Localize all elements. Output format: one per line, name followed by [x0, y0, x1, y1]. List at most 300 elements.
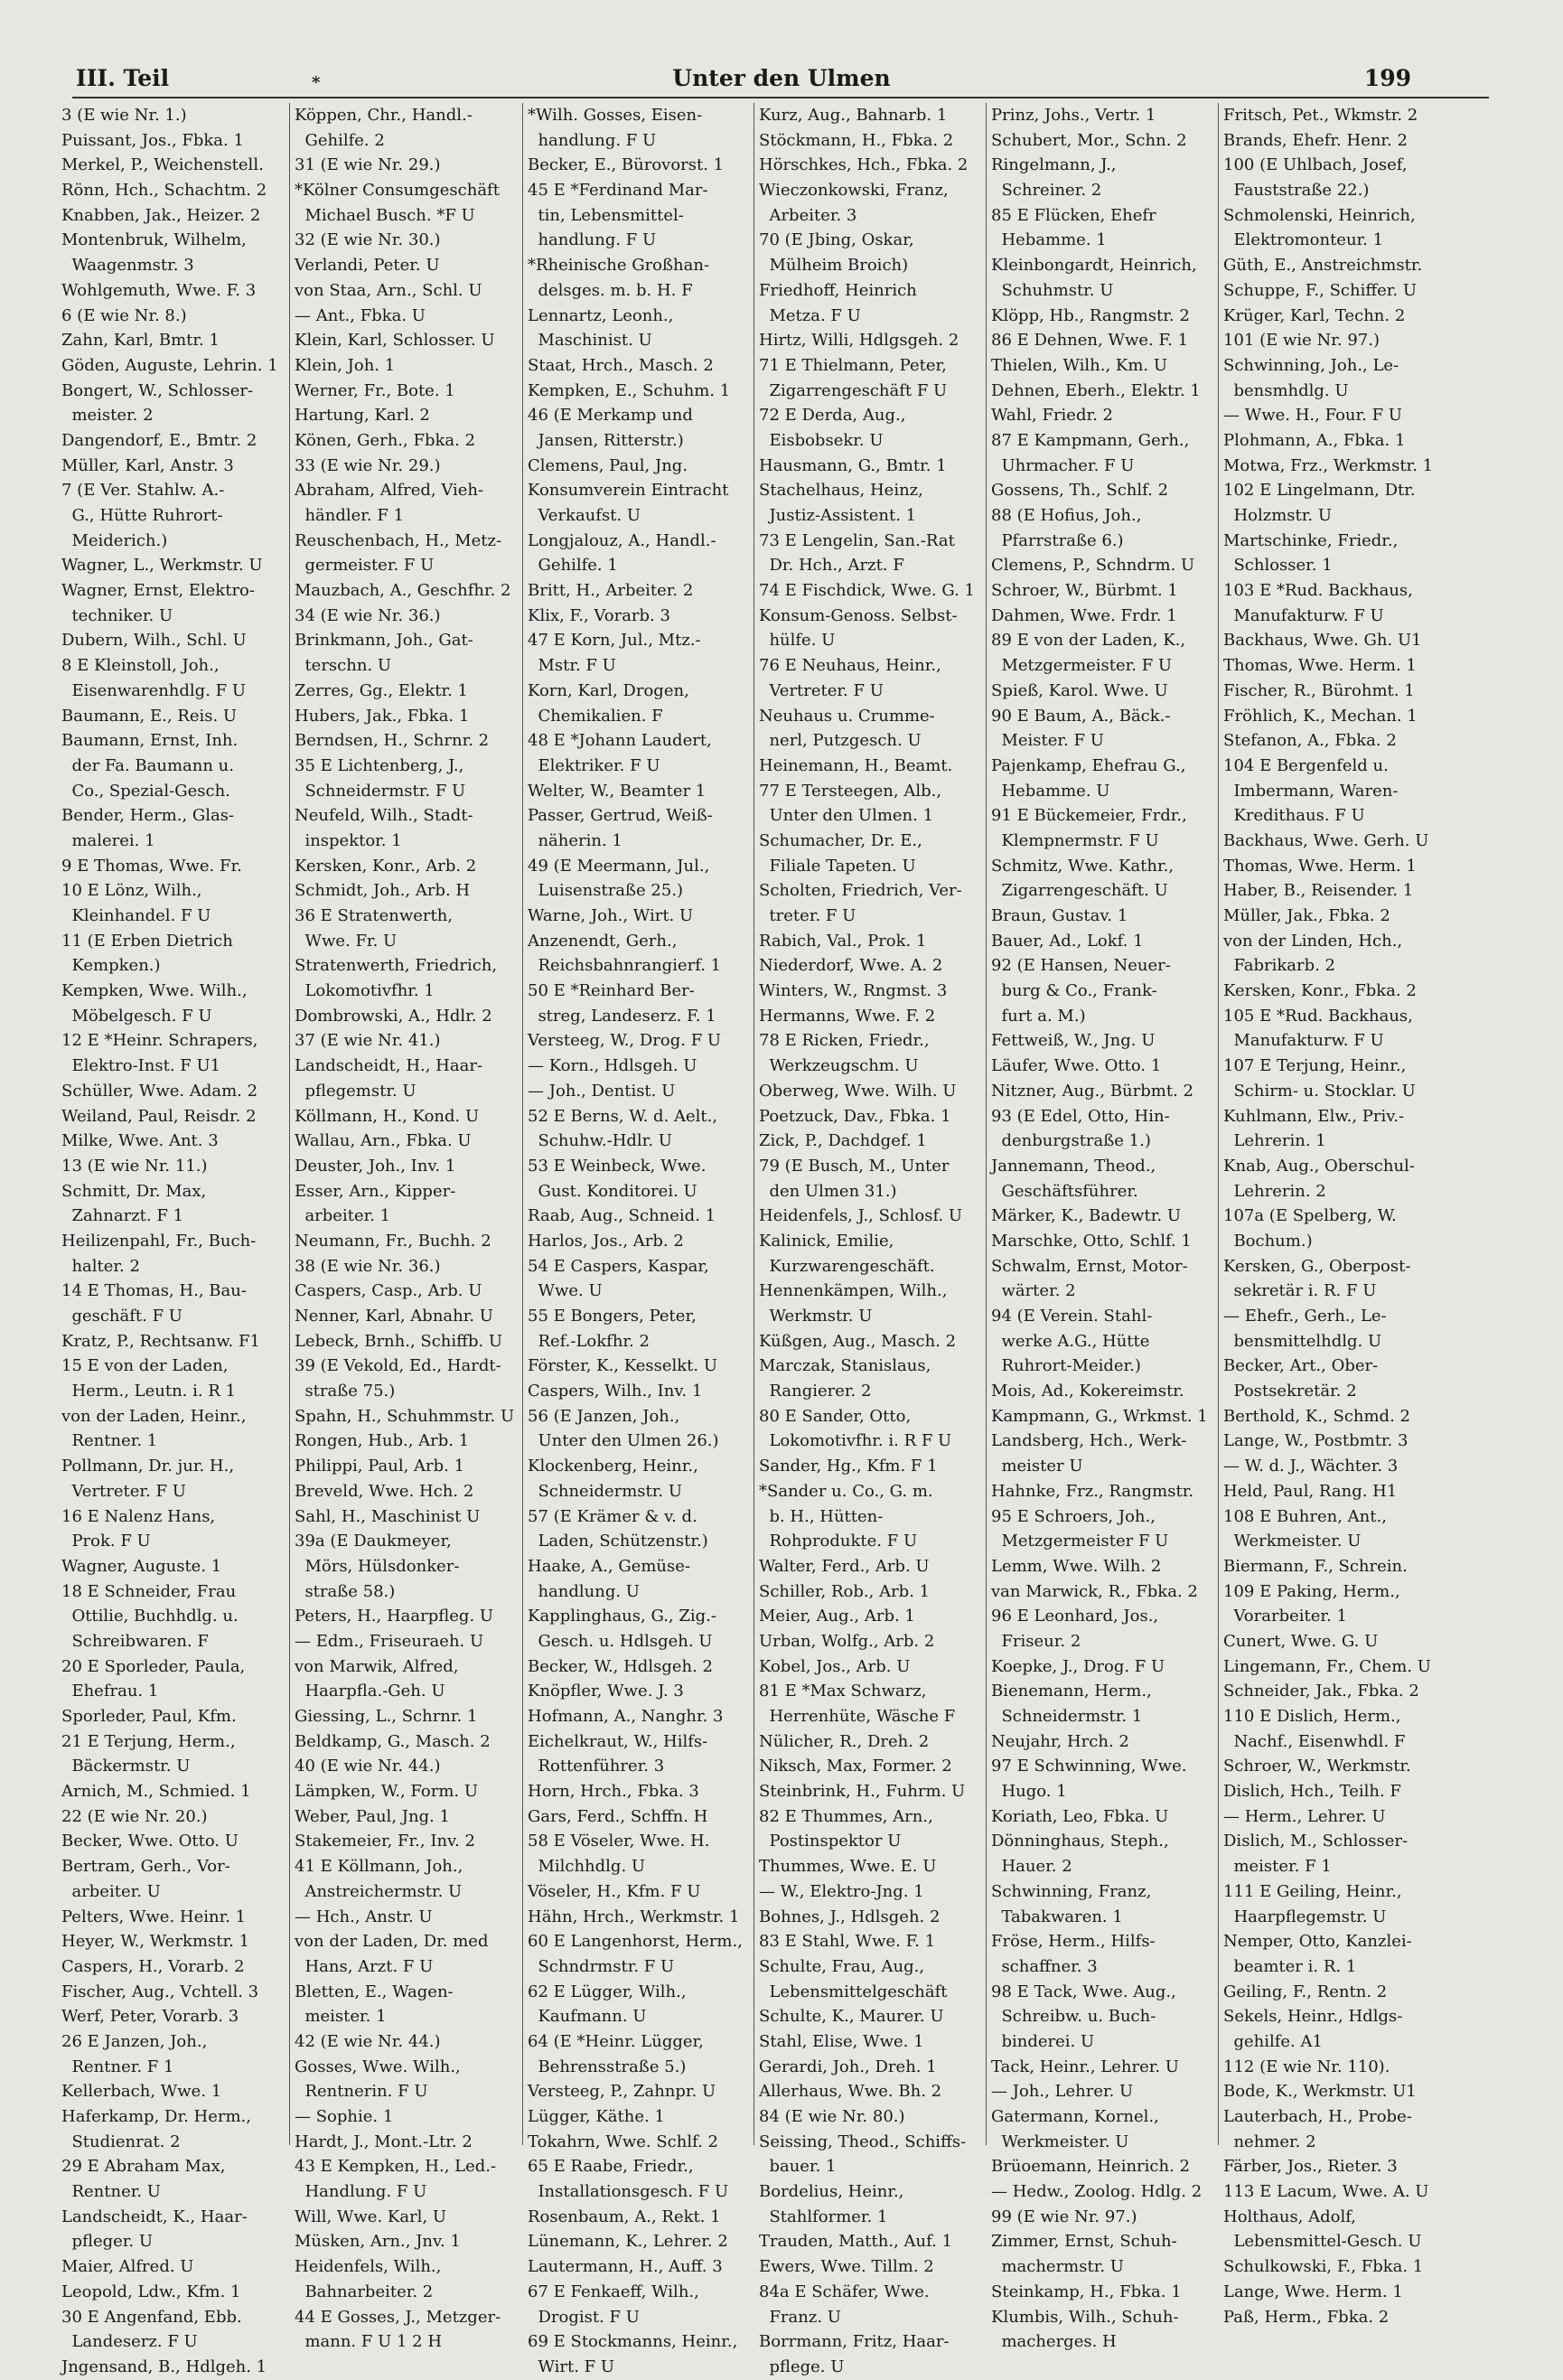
directory-entry-line: Sander, Hg., Kfm. F 1 — [759, 1457, 938, 1476]
directory-entry-line: Schulte, K., Maurer. U — [759, 2007, 944, 2027]
directory-entry-line: Bienemann, Herm., — [991, 1682, 1152, 1701]
directory-entry-line: Mülheim Broich) — [759, 256, 909, 276]
directory-entry-line: 8 E Kleinstoll, Joh., — [61, 656, 220, 676]
directory-entry-line: Fischer, Aug., Vchtell. 3 — [61, 1982, 259, 2001]
directory-entry-line: Haferkamp, Dr. Herm., — [61, 2107, 251, 2126]
directory-entry-line: Fröse, Herm., Hilfs- — [991, 1932, 1156, 1952]
directory-entry-line: 98 E Tack, Wwe. Aug., — [991, 1982, 1176, 2001]
directory-entry-line: 35 E Lichtenberg, J., — [295, 755, 464, 775]
directory-entry-line: Lange, W., Postbmtr. 3 — [1223, 1431, 1409, 1451]
directory-entry-line: Schuhw.-Hdlr. U — [528, 1131, 672, 1151]
directory-entry-line: pflege. U — [759, 2357, 845, 2376]
directory-entry-line: van Marwick, R., Fbka. 2 — [991, 1581, 1198, 1601]
directory-entry-line: Kobel, Jos., Arb. U — [759, 1656, 911, 1676]
directory-entry-line: Metzgermeister. F U — [991, 656, 1173, 676]
directory-entry-line: handlung. U — [528, 1581, 640, 1601]
directory-entry-line: Manufakturw. F U — [1223, 605, 1384, 625]
directory-entry-line: Hubers, Jak., Fbka. 1 — [295, 706, 470, 726]
directory-entry-line: Kellerbach, Wwe. 1 — [61, 2082, 222, 2102]
directory-entry-line: Könen, Gerh., Fbka. 2 — [295, 430, 476, 450]
directory-entry-line: Neujahr, Hrch. 2 — [991, 1731, 1129, 1751]
directory-entry-line: Nitzner, Aug., Bürbmt. 2 — [991, 1081, 1193, 1101]
directory-entry-line: Nachf., Eisenwhdl. F — [1223, 1731, 1406, 1751]
directory-entry-line: Hartung, Karl. 2 — [295, 406, 430, 426]
directory-entry-line: Klix, F., Vorarb. 3 — [528, 605, 670, 625]
directory-entry-line: Lünemann, K., Lehrer. 2 — [528, 2232, 728, 2252]
directory-entry-line: 107 E Terjung, Heinr., — [1223, 1056, 1407, 1076]
directory-entry-line: Horn, Hrch., Fbka. 3 — [528, 1782, 699, 1802]
directory-entry-line: 15 E von der Laden, — [61, 1356, 229, 1376]
column-3 — [522, 103, 754, 2376]
directory-entry-line: 36 E Stratenwerth, — [295, 906, 454, 925]
directory-entry-line: Becker, Wwe. Otto. U — [61, 1832, 239, 1851]
directory-entry-line: Bender, Herm., Glas- — [61, 806, 235, 826]
directory-entry-line: Landeserz. F U — [61, 2332, 198, 2352]
directory-entry-line: Britt, H., Arbeiter. 2 — [528, 581, 694, 601]
directory-entry-line: Hofmann, A., Nanghr. 3 — [528, 1707, 724, 1726]
directory-entry-line: Schmitz, Wwe. Kathr., — [991, 856, 1175, 876]
directory-entry-line: Elektro-Inst. F U1 — [61, 1056, 221, 1076]
directory-entry-line: Bordelius, Heinr., — [759, 2182, 904, 2202]
directory-entry-line: 69 E Stockmanns, Heinr., — [528, 2332, 738, 2352]
directory-entry-line: Winters, W., Rngmst. 3 — [759, 981, 948, 1001]
directory-entry-line: halter. 2 — [61, 1256, 140, 1276]
directory-entry-line: Niksch, Max, Former. 2 — [759, 1757, 952, 1776]
directory-entry-line: Lange, Wwe. Herm. 1 — [1223, 2282, 1403, 2301]
directory-entry-line: Schwinning, Joh., Le- — [1223, 355, 1399, 375]
directory-entry-line: Baumann, E., Reis. U — [61, 706, 238, 726]
directory-entry-line: Passer, Gertrud, Weiß- — [528, 806, 713, 826]
directory-entry-line: Dahmen, Wwe. Frdr. 1 — [991, 605, 1177, 625]
directory-entry-line: Elektriker. F U — [528, 755, 660, 775]
directory-entry-line: Werkmeister. U — [1223, 1532, 1362, 1551]
directory-entry-line: pfleger. U — [61, 2232, 154, 2252]
directory-entry-line: Klockenberg, Heinr., — [528, 1457, 698, 1476]
directory-entry-line: Behrensstraße 5.) — [528, 2057, 687, 2076]
directory-entry-line: Eichelkraut, W., Hilfs- — [528, 1731, 708, 1751]
directory-entry-line: Lauterbach, H., Probe- — [1223, 2107, 1412, 2126]
directory-entry-line: Werkzeugschm. U — [759, 1056, 919, 1076]
directory-entry-line: Thielen, Wilh., Km. U — [991, 355, 1168, 375]
directory-entry-line: Werkmeister. U — [991, 2132, 1129, 2151]
directory-entry-line: Rangierer. 2 — [759, 1382, 872, 1401]
directory-entry-line: Vertreter. F U — [61, 1481, 186, 1501]
directory-entry-line: 108 E Buhren, Ant., — [1223, 1506, 1387, 1526]
directory-entry-line: Kleinhandel. F U — [61, 906, 211, 925]
directory-entry-line: Schüller, Wwe. Adam. 2 — [61, 1081, 258, 1101]
directory-entry-line: 12 E *Heinr. Schrapers, — [61, 1031, 258, 1051]
directory-entry-line: 47 E Korn, Jul., Mtz.- — [528, 631, 701, 651]
directory-entry-line: Jansen, Ritterstr.) — [528, 430, 684, 450]
directory-entry-line: handlung. F U — [528, 130, 657, 150]
directory-entry-line: 20 E Sporleder, Paula, — [61, 1656, 246, 1676]
directory-entry-line: Eisbobsekr. U — [759, 430, 884, 450]
directory-entry-line: Dislich, M., Schlosser- — [1223, 1832, 1409, 1851]
directory-entry-line: Pollmann, Dr. jur. H., — [61, 1457, 235, 1476]
directory-entry-line: Versteeg, W., Drog. F U — [528, 1031, 722, 1051]
directory-entry-line: Brinkmann, Joh., Gat- — [295, 631, 473, 651]
directory-entry-line: 65 E Raabe, Friedr., — [528, 2157, 694, 2177]
directory-entry-line: Stöckmann, H., Fbka. 2 — [759, 130, 954, 150]
directory-entry-line: Breveld, Wwe. Hch. 2 — [295, 1481, 474, 1501]
directory-entry-line: Heidenfels, J., Schlosf. U — [759, 1206, 963, 1226]
directory-entry-line: 26 E Janzen, Joh., — [61, 2031, 208, 2051]
directory-entry-line: Fritsch, Pet., Wkmstr. 2 — [1223, 106, 1418, 125]
street-title: Unter den Ulmen — [672, 65, 891, 91]
column-2 — [289, 103, 523, 2352]
directory-entry-line: Schneidermstr. F U — [295, 781, 466, 801]
directory-entry-line: mann. F U 1 2 H — [295, 2332, 443, 2352]
directory-entry-line: Schiller, Rob., Arb. 1 — [759, 1581, 931, 1601]
directory-entry-line: Landsberg, Hch., Werk- — [991, 1431, 1187, 1451]
directory-entry-line: Möbelgesch. F U — [61, 1006, 212, 1026]
directory-entry-line: Schumacher, Dr. E., — [759, 830, 922, 850]
directory-entry-line: Urban, Wolfg., Arb. 2 — [759, 1631, 935, 1651]
directory-entry-line: Lehrerin. 2 — [1223, 1181, 1326, 1201]
directory-entry-line: meister. F 1 — [1223, 1857, 1332, 1877]
directory-entry-line: Dislich, Hch., Teilh. F — [1223, 1782, 1401, 1802]
directory-entry-line: Lokomotivfhr. i. R F U — [759, 1431, 952, 1451]
directory-entry-line: Nülicher, R., Dreh. 2 — [759, 1731, 930, 1751]
directory-entry-line: Müller, Karl, Anstr. 3 — [61, 455, 234, 475]
directory-entry-line: Steinkamp, H., Fbka. 1 — [991, 2282, 1182, 2301]
directory-entry-line: Klumbis, Wilh., Schuh- — [991, 2307, 1179, 2327]
directory-entry-line: Rentner. F 1 — [61, 2057, 174, 2076]
directory-entry-line: Schuhmstr. U — [991, 280, 1114, 300]
directory-entry-line: macherges. H — [991, 2332, 1117, 2352]
directory-entry-line: Wallau, Arn., Fbka. U — [295, 1131, 472, 1151]
directory-entry-line: treter. F U — [759, 906, 856, 925]
directory-entry-line: Clemens, Paul, Jng. — [528, 455, 688, 475]
directory-entry-line: Ref.-Lokfhr. 2 — [528, 1331, 650, 1351]
directory-entry-line: Brands, Ehefr. Henr. 2 — [1223, 130, 1408, 150]
directory-entry-line: 67 E Fenkaeff, Wilh., — [528, 2282, 699, 2301]
directory-entry-line: Bertram, Gerh., Vor- — [61, 1857, 230, 1877]
directory-entry-line: Giessing, L., Schrnr. 1 — [295, 1707, 478, 1726]
directory-entry-line: Jannemann, Theod., — [991, 1156, 1156, 1176]
directory-entry-line: Caspers, Wilh., Inv. 1 — [528, 1382, 703, 1401]
directory-entry-line: Thummes, Wwe. E. U — [759, 1857, 937, 1877]
directory-entry-line: von Marwik, Alfred, — [295, 1656, 459, 1676]
directory-entry-line: 18 E Schneider, Frau — [61, 1581, 237, 1601]
directory-entry-line: furt a. M.) — [991, 1006, 1086, 1026]
directory-entry-line: Zigarrengeschäft F U — [759, 380, 948, 400]
directory-entry-line: 56 (E Janzen, Joh., — [528, 1406, 680, 1426]
directory-entry-line: 49 (E Meermann, Jul., — [528, 856, 710, 876]
directory-entry-line: Co., Spezial-Gesch. — [61, 781, 230, 801]
directory-entry-line: Backhaus, Wwe. Gh. U1 — [1223, 631, 1422, 651]
directory-entry-line: Berndsen, H., Schrnr. 2 — [295, 731, 490, 751]
directory-entry-line: straße 75.) — [295, 1382, 396, 1401]
directory-entry-line: Warne, Joh., Wirt. U — [528, 906, 694, 925]
directory-entry-line: — W. d. J., Wächter. 3 — [1223, 1457, 1399, 1476]
directory-entry-line: Beldkamp, G., Masch. 2 — [295, 1731, 491, 1751]
directory-entry-line: 71 E Thielmann, Peter, — [759, 355, 947, 375]
directory-entry-line: Anstreichermstr. U — [295, 1881, 463, 1901]
directory-entry-line: 83 E Stahl, Wwe. F. 1 — [759, 1932, 936, 1952]
directory-entry-line: — Joh., Lehrer. U — [991, 2082, 1134, 2102]
directory-entry-line: Sekels, Heinr., Hdlgs- — [1223, 2007, 1403, 2027]
directory-entry-line: Köppen, Chr., Handl.- — [295, 106, 473, 125]
directory-entry-line: Versteeg, P., Zahnpr. U — [528, 2082, 716, 2102]
directory-entry-line: Nemper, Otto, Kanzlei- — [1223, 1932, 1412, 1952]
directory-entry-line: Gehilfe. 2 — [295, 130, 385, 150]
directory-entry-line: Bohnes, J., Hdlsgeh. 2 — [759, 1907, 941, 1926]
directory-entry-line: Kurz, Aug., Bahnarb. 1 — [759, 106, 948, 125]
directory-entry-line: 32 (E wie Nr. 30.) — [295, 230, 441, 250]
directory-entry-line: Hebamme. 1 — [991, 230, 1107, 250]
directory-entry-line: bensmittelhdlg. U — [1223, 1331, 1382, 1351]
directory-entry-line: Werner, Fr., Bote. 1 — [295, 380, 455, 400]
directory-entry-line: 87 E Kampmann, Gerh., — [991, 430, 1190, 450]
directory-entry-line: 72 E Derda, Aug., — [759, 406, 906, 426]
directory-entry-line: Cunert, Wwe. G. U — [1223, 1631, 1379, 1651]
directory-entry-line: Meister. F U — [991, 731, 1104, 751]
directory-entry-line: Bongert, W., Schlosser- — [61, 380, 254, 400]
directory-entry-line: Niederdorf, Wwe. A. 2 — [759, 956, 943, 976]
directory-entry-line: Studienrat. 2 — [61, 2132, 181, 2151]
directory-entry-line: Becker, W., Hdlsgeh. 2 — [528, 1656, 713, 1676]
directory-entry-line: Bode, K., Werkmstr. U1 — [1223, 2082, 1417, 2102]
part-label: III. Teil — [76, 65, 170, 91]
directory-entry-line: Schneidermstr. 1 — [991, 1707, 1143, 1726]
directory-entry-line: Metza. F U — [759, 305, 861, 325]
directory-entry-line: Sporleder, Paul, Kfm. — [61, 1707, 237, 1726]
directory-entry-line: von der Linden, Hch., — [1223, 931, 1403, 951]
directory-entry-line: Weiland, Paul, Reisdr. 2 — [61, 1106, 257, 1126]
directory-entry-line: Eisenwarenhdlg. F U — [61, 680, 247, 700]
directory-entry-line: *Rheinische Großhan- — [528, 256, 710, 276]
directory-entry-line: Schmitt, Dr. Max, — [61, 1181, 207, 1201]
directory-entry-line: Reichsbahnrangierf. 1 — [528, 956, 722, 976]
directory-entry-line: 16 E Nalenz Hans, — [61, 1506, 216, 1526]
directory-entry-line: Becker, E., Bürovorst. 1 — [528, 155, 725, 175]
directory-entry-line: Mörs, Hülsdonker- — [295, 1556, 460, 1576]
directory-entry-line: — Wwe. H., Four. F U — [1223, 406, 1402, 426]
directory-entry-line: Stratenwerth, Friedrich, — [295, 956, 498, 976]
directory-entry-line: Dr. Hch., Arzt. F — [759, 556, 904, 576]
directory-entry-line: *Wilh. Gosses, Eisen- — [528, 106, 703, 125]
directory-entry-line: Lebensmittelgeschäft — [759, 1982, 948, 2001]
directory-entry-line: tin, Lebensmittel- — [528, 205, 684, 225]
directory-entry-line: Werkmstr. U — [759, 1307, 873, 1326]
directory-entry-line: 103 E *Rud. Backhaus, — [1223, 581, 1413, 601]
directory-entry-line: Bahnarbeiter. 2 — [295, 2282, 434, 2301]
column-5 — [986, 103, 1219, 2352]
directory-entry-line: Zigarrengeschäft. U — [991, 881, 1168, 901]
directory-entry-line: Dangendorf, E., Bmtr. 2 — [61, 430, 257, 450]
directory-entry-line: Schuppe, F., Schiffer. U — [1223, 280, 1418, 300]
directory-entry-line: Haarpflegemstr. U — [1223, 1907, 1387, 1926]
directory-entry-line: Sahl, H., Maschinist U — [295, 1506, 481, 1526]
directory-entry-line: Dönninghaus, Steph., — [991, 1832, 1169, 1851]
directory-entry-line: Allerhaus, Wwe. Bh. 2 — [759, 2082, 942, 2102]
directory-entry-line: b. H., Hütten- — [759, 1506, 884, 1526]
directory-entry-line: Marczak, Stanislaus, — [759, 1356, 931, 1376]
directory-entry-line: — Hedw., Zoolog. Hdlg. 2 — [991, 2182, 1203, 2202]
directory-entry-line: Lautermann, H., Auff. 3 — [528, 2257, 723, 2277]
directory-entry-line: Lennartz, Leonh., — [528, 305, 674, 325]
directory-entry-line: Ruhrort-Meider.) — [991, 1356, 1141, 1376]
directory-entry-line: Bletten, E., Wagen- — [295, 1982, 454, 2001]
directory-entry-line: Schreibwaren. F — [61, 1631, 209, 1651]
directory-entry-line: Lokomotivfhr. 1 — [295, 981, 435, 1001]
directory-entry-line: 64 (E *Heinr. Lügger, — [528, 2031, 704, 2051]
directory-entry-line: Kampmann, G., Wrkmst. 1 — [991, 1406, 1208, 1426]
directory-entry-line: Justiz-Assistent. 1 — [759, 506, 917, 525]
directory-entry-line: Klein, Joh. 1 — [295, 355, 396, 375]
directory-entry-line: geschäft. F U — [61, 1307, 183, 1326]
directory-entry-line: — W., Elektro-Jng. 1 — [759, 1881, 924, 1901]
directory-entry-line: 91 E Bückemeier, Frdr., — [991, 806, 1187, 826]
directory-entry-line: Dubern, Wilh., Schl. U — [61, 631, 247, 651]
directory-entry-line: 99 (E wie Nr. 97.) — [991, 2207, 1137, 2226]
directory-entry-line: nerl, Putzgesch. U — [759, 731, 922, 751]
directory-entry-line: Maschinist. U — [528, 331, 652, 351]
directory-entry-line: — Herm., Lehrer. U — [1223, 1806, 1386, 1826]
directory-entry-line: Haake, A., Gemüse- — [528, 1556, 690, 1576]
directory-entry-line: Brüoemann, Heinrich. 2 — [991, 2157, 1190, 2177]
directory-entry-line: terschn. U — [295, 656, 392, 676]
directory-entry-line: Färber, Jos., Rieter. 3 — [1223, 2157, 1398, 2177]
directory-entry-line: Schubert, Mor., Schn. 2 — [991, 130, 1187, 150]
directory-entry-line: Longjalouz, A., Handl.- — [528, 530, 716, 550]
directory-entry-line: Gehilfe. 1 — [528, 556, 618, 576]
directory-entry-line: 54 E Caspers, Kaspar, — [528, 1256, 709, 1276]
directory-entry-line: Geschäftsführer. — [991, 1181, 1138, 1201]
directory-entry-line: Gesch. u. Hdlsgeh. U — [528, 1631, 713, 1651]
directory-entry-line: straße 58.) — [295, 1581, 396, 1601]
directory-entry-line: Thomas, Wwe. Herm. 1 — [1223, 856, 1417, 876]
asterisk-mark: * — [312, 73, 321, 92]
directory-entry-line: 100 (E Uhlbach, Josef, — [1223, 155, 1408, 175]
directory-entry-line: 6 (E wie Nr. 8.) — [61, 305, 187, 325]
directory-entry-line: Martschinke, Friedr., — [1223, 530, 1399, 550]
directory-entry-line: 107a (E Spelberg, W. — [1223, 1206, 1397, 1226]
directory-entry-line: Welter, W., Beamter 1 — [528, 781, 707, 801]
directory-entry-line: 39a (E Daukmeyer, — [295, 1532, 452, 1551]
directory-entry-line: 22 (E wie Nr. 20.) — [61, 1806, 208, 1826]
directory-entry-line: Gars, Ferd., Schffn. H — [528, 1806, 708, 1826]
directory-entry-line: Friedhoff, Heinrich — [759, 280, 917, 300]
directory-entry-line: 62 E Lügger, Wilh., — [528, 1982, 687, 2001]
directory-entry-line: Haber, B., Reisender. 1 — [1223, 881, 1414, 901]
directory-entry-line: Rentnerin. F U — [295, 2082, 428, 2102]
directory-entry-line: 10 E Lönz, Wilh., — [61, 881, 202, 901]
directory-entry-line: Wagner, Ernst, Elektro- — [61, 581, 255, 601]
directory-entry-line: Prinz, Johs., Vertr. 1 — [991, 106, 1156, 125]
directory-entry-line: Fischer, R., Bürohmt. 1 — [1223, 680, 1415, 700]
directory-entry-line: Tabakwaren. 1 — [991, 1907, 1123, 1926]
directory-entry-line: Kersken, Konr., Fbka. 2 — [1223, 981, 1417, 1001]
directory-entry-line: den Ulmen 31.) — [759, 1181, 897, 1201]
directory-entry-line: Kersken, Konr., Arb. 2 — [295, 856, 477, 876]
directory-entry-line: Abraham, Alfred, Vieh- — [295, 481, 484, 501]
directory-entry-line: Pelters, Wwe. Heinr. 1 — [61, 1907, 247, 1926]
directory-entry-line: Bochum.) — [1223, 1231, 1313, 1251]
directory-entry-line: Schndrmstr. F U — [528, 1956, 675, 1976]
directory-entry-line: Zimmer, Ernst, Schuh- — [991, 2232, 1177, 2252]
column-1 — [60, 103, 288, 2376]
directory-entry-line: 82 E Thummes, Arn., — [759, 1806, 933, 1826]
directory-entry-line: 34 (E wie Nr. 36.) — [295, 605, 441, 625]
directory-entry-line: Milchhdlg. U — [528, 1857, 646, 1877]
directory-entry-line: Wagner, Auguste. 1 — [61, 1556, 222, 1576]
directory-entry-line: Anzenendt, Gerh., — [528, 931, 678, 951]
directory-entry-line: Werf, Peter, Vorarb. 3 — [61, 2007, 239, 2027]
directory-entry-line: Kurzwarengeschäft. — [759, 1256, 935, 1276]
directory-entry-line: Clemens, P., Schndrm. U — [991, 556, 1195, 576]
directory-entry-line: Rosenbaum, A., Rekt. 1 — [528, 2207, 721, 2226]
directory-entry-line: Fabrikarb. 2 — [1223, 956, 1335, 976]
directory-entry-line: Staat, Hrch., Masch. 2 — [528, 355, 714, 375]
directory-entry-line: Postsekretär. 2 — [1223, 1382, 1357, 1401]
directory-entry-line: Borrmann, Fritz, Haar- — [759, 2332, 950, 2352]
directory-entry-line: Luisenstraße 25.) — [528, 881, 684, 901]
directory-entry-line: Lämpken, W., Form. U — [295, 1782, 479, 1802]
directory-entry-line: Klein, Karl, Schlosser. U — [295, 331, 495, 351]
directory-entry-line: Neufeld, Wilh., Stadt- — [295, 806, 473, 826]
directory-entry-line: Michael Busch. *F U — [295, 205, 475, 225]
directory-entry-line: Heinemann, H., Beamt. — [759, 755, 953, 775]
directory-entry-line: Stahlformer. 1 — [759, 2207, 888, 2226]
directory-entry-line: 14 E Thomas, H., Bau- — [61, 1281, 247, 1301]
directory-entry-line: schaffner. 3 — [991, 1956, 1098, 1976]
directory-entry-line: Pfarrstraße 6.) — [991, 530, 1124, 550]
directory-entry-line: Hirtz, Willi, Hdlgsgeh. 2 — [759, 331, 959, 351]
directory-entry-line: Weber, Paul, Jng. 1 — [295, 1806, 450, 1826]
directory-entry-line: handlung. F U — [528, 230, 657, 250]
directory-entry-line: 7 (E Ver. Stahlw. A.- — [61, 481, 225, 501]
directory-entry-line: Scholten, Friedrich, Ver- — [759, 881, 962, 901]
directory-entry-line: Ringelmann, J., — [991, 155, 1117, 175]
directory-entry-line: Drogist. F U — [528, 2307, 640, 2327]
directory-entry-line: Hauer. 2 — [991, 1857, 1072, 1877]
directory-entry-line: binderei. U — [991, 2031, 1095, 2051]
directory-entry-line: Konsum-Genoss. Selbst- — [759, 605, 958, 625]
directory-entry-line: Schlosser. 1 — [1223, 556, 1333, 576]
directory-entry-line: 53 E Weinbeck, Wwe. — [528, 1156, 707, 1176]
directory-entry-line: Arnich, M., Schmied. 1 — [61, 1782, 251, 1802]
directory-entry-line: sekretär i. R. F U — [1223, 1281, 1377, 1301]
directory-entry-line: Schreibw. u. Buch- — [991, 2007, 1156, 2027]
directory-entry-line: Chemikalien. F — [528, 706, 663, 726]
directory-entry-line: 97 E Schwinning, Wwe. — [991, 1757, 1187, 1776]
directory-entry-line: arbeiter. 1 — [295, 1206, 391, 1226]
column-4 — [753, 103, 987, 2376]
directory-entry-line: Stahl, Elise, Wwe. 1 — [759, 2031, 924, 2051]
directory-entry-line: Schneider, Jak., Fbka. 2 — [1223, 1682, 1419, 1701]
directory-entry-line: Leopold, Ldw., Kfm. 1 — [61, 2282, 241, 2301]
directory-entry-line: Will, Wwe. Karl, U — [295, 2207, 447, 2226]
directory-entry-line: Schulte, Frau, Aug., — [759, 1956, 925, 1976]
directory-entry-line: von Staa, Arn., Schl. U — [295, 280, 482, 300]
directory-entry-line: 104 E Bergenfeld u. — [1223, 755, 1389, 775]
directory-entry-line: — Sophie. 1 — [295, 2107, 394, 2126]
directory-entry-line: Wieczonkowski, Franz, — [759, 181, 949, 201]
directory-entry-line: Hörschkes, Hch., Fbka. 2 — [759, 155, 969, 175]
directory-entry-line: Neumann, Fr., Buchh. 2 — [295, 1231, 491, 1251]
directory-entry-line: Schmidt, Joh., Arb. H — [295, 881, 471, 901]
directory-entry-line: 77 E Tersteegen, Alb., — [759, 781, 942, 801]
directory-entry-line: Gust. Konditorei. U — [528, 1181, 697, 1201]
directory-entry-line: Lebeck, Brnh., Schiffb. U — [295, 1331, 503, 1351]
directory-entry-line: streg, Landeserz. F. 1 — [528, 1006, 716, 1026]
directory-entry-line: denburgstraße 1.) — [991, 1131, 1151, 1151]
directory-entry-line: Zerres, Gg., Elektr. 1 — [295, 680, 468, 700]
directory-entry-line: 86 E Dehnen, Wwe. F. 1 — [991, 331, 1189, 351]
directory-entry-line: — Joh., Dentist. U — [528, 1081, 676, 1101]
